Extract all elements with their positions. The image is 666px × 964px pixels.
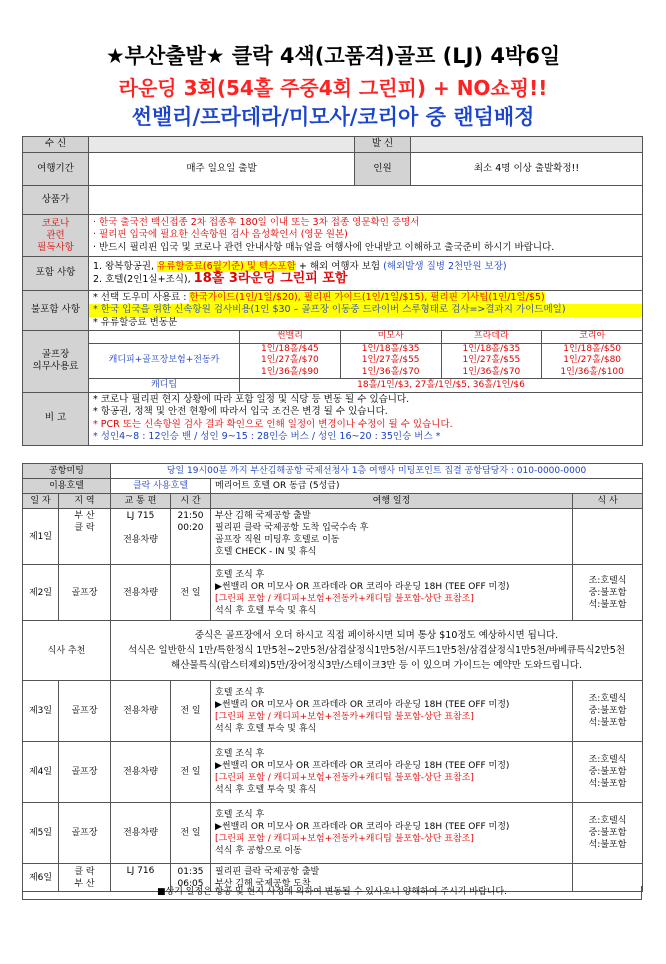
day-transport: 전용차량 — [111, 803, 171, 864]
course-name: 썬밸리 — [239, 331, 340, 343]
col-transport: 교 통 편 — [111, 494, 171, 509]
day-transport: LJ 716 — [111, 864, 171, 892]
day-meal: 조:호텔식 중:불포함 석:불포함 — [573, 803, 643, 864]
day-region: 부 산 클 락 — [59, 509, 111, 565]
course-name: 프라데라 — [441, 331, 542, 343]
include-line-2: 2. 호텔(2인1실+조식), 18홀 3라운딩 그린피 포함 — [93, 271, 348, 286]
recv-label: 수 신 — [23, 137, 89, 153]
corona-notes — [89, 215, 643, 257]
day-itinerary: 호텔 조식 후 ▶썬밸리 OR 미모사 OR 프라데라 OR 코리아 라운딩 18H (TEE OFF 미정) [그린피 포함 / 캐디피+보험+전동카+캐디팁 불포함-상단 표참조] 석식 후 공항으로 이동 — [211, 803, 573, 864]
day-time: 전 일 — [171, 681, 211, 742]
day-transport: 전용차량 — [111, 742, 171, 803]
remark-1: * 코로나 필리핀 현지 상황에 따라 포함 일정 및 식당 등 변동 될 수 있습니다. — [93, 393, 410, 405]
send-value — [411, 137, 643, 153]
col-time: 시 간 — [171, 494, 211, 509]
remarks — [89, 392, 643, 445]
title-subtitle: 라운딩 3회(54홀 주중4회 그린피) + NO쇼핑!! — [118, 76, 548, 100]
exclude-line-3: * 유류할증료 변동분 — [93, 316, 178, 328]
day-transport: LJ 715 전용차량 — [111, 509, 171, 565]
fee-column: 1인/18홀/$35 1인/27홀/$55 1인/36홀/$70 — [441, 344, 542, 379]
caddy-tip-value: 18홀/1인/$3, 27홀/1인/$5, 36홀/1인/$6 — [239, 379, 642, 392]
course-name: 미모사 — [340, 331, 441, 343]
send-label: 발 신 — [355, 137, 411, 153]
recv-value — [89, 137, 355, 153]
meeting-value: 당일 19시00분 까지 부산김해공항 국제선청사 1층 여행사 미팅포인트 집결 공항담당자 : 010-0000-0000 — [111, 464, 643, 479]
day-meal: 조:호텔식 중:불포함 석:불포함 — [573, 681, 643, 742]
day-time: 21:50 00:20 — [171, 509, 211, 565]
exclude-items — [89, 291, 643, 331]
day-time: 전 일 — [171, 803, 211, 864]
people-label: 인원 — [355, 153, 411, 186]
day-time: 01:35 06:05 — [171, 864, 211, 892]
exclude-label: 불포함 사항 — [23, 291, 89, 331]
corona-note-2: · 필리핀 입국에 필요한 신속항원 검사 음성확인서 (영문 원본) — [93, 229, 348, 241]
day-time: 전 일 — [171, 565, 211, 621]
day-label: 제6일 — [23, 864, 59, 892]
caddy-tip-label: 캐디팁 — [150, 380, 178, 390]
meal-recommend-row — [23, 621, 643, 681]
col-day: 일 자 — [23, 494, 59, 509]
col-region: 지 역 — [59, 494, 111, 509]
exclude-line-1: * 선택 도우미 사용료 : 한국가이드(1인/1일/$20), 필리핀 가이드(1인/1일/$15), 필리핀 기사팁(1인/1일/$5) — [93, 291, 545, 303]
mandatory-label: 골프장 의무사용료 — [23, 331, 89, 393]
fee-column: 1인/18홀/$45 1인/27홀/$70 1인/36홀/$90 — [239, 344, 340, 379]
include-line-1: 1. 왕복항공권, 유류할증료(6월기준) 및 텍스포함 + 해외 여행자 보험 (해외발생 질병 2천만원 보장) — [93, 260, 507, 272]
title-courses: 썬밸리/프라데라/미모사/코리아 중 랜덤배정 — [131, 105, 535, 129]
day-itinerary: 호텔 조식 후 ▶썬밸리 OR 미모사 OR 프라데라 OR 코리아 라운딩 18H (TEE OFF 미정) [그린피 포함 / 캐디피+보험+전동카+캐디팁 불포함-상단 표참조] 석식 후 호텔 투숙 및 휴식 — [211, 681, 573, 742]
mandatory-item: 캐디피+골프장보험+전동카 — [108, 355, 220, 365]
corona-note-3: · 반드시 필리핀 입국 및 코로나 관련 안내사항 매뉴얼을 여행사에 안내받고 이해하고 출국준비 하시기 바랍니다. — [93, 241, 555, 253]
day-itinerary: 호텔 조식 후 ▶썬밸리 OR 미모사 OR 프라데라 OR 코리아 라운딩 18H (TEE OFF 미정) [그린피 포함 / 캐디피+보험+전동카+캐디팁 불포함-상단 표참조] 석식 후 호텔 투숙 및 휴식 — [211, 742, 573, 803]
day-label: 제1일 — [23, 509, 59, 565]
day-label: 제4일 — [23, 742, 59, 803]
col-meal: 식 사 — [573, 494, 643, 509]
remark-2: * 항공권, 정책 및 안전 현황에 따라서 입국 조건은 변경 될 수 있습니다. — [93, 406, 388, 417]
day-meal: 조:호텔식 중:불포함 석:불포함 — [573, 742, 643, 803]
remark-label: 비 고 — [23, 392, 89, 445]
mandatory-fees — [89, 331, 643, 393]
course-name: 코리아 — [541, 331, 642, 343]
footer-note: ■상기 일정은 항공 및 현지 사정에 의하여 변동될 수 있사오니 양해하여 주시기 바랍니다. — [22, 886, 642, 900]
day-transport: 전용차량 — [111, 565, 171, 621]
day-row — [23, 681, 643, 742]
day-row — [23, 509, 643, 565]
day-region: 골프장 — [59, 565, 111, 621]
day-region: 골프장 — [59, 681, 111, 742]
people-value: 최소 4명 이상 출발확정!! — [411, 153, 643, 186]
corona-note-1: · 한국 출국전 백신접종 2차 접종후 180일 이내 또는 3차 접종 영문확인 증명서 — [93, 216, 420, 228]
day-region: 골프장 — [59, 742, 111, 803]
day-row — [23, 803, 643, 864]
product-value — [89, 186, 643, 215]
exclude-line-2: * 한국 입국을 위한 신속항원 검사비용(1인 $30 – 골프장 이동중 드라이버 스루형태로 검사=>결과지 가이드메일) — [89, 304, 642, 317]
meal-reco-label: 식사 추천 — [23, 621, 111, 681]
period-value: 매주 일요일 출발 — [89, 153, 355, 186]
info-table — [22, 136, 643, 446]
day-meal — [573, 509, 643, 565]
remark-4: * 성인4~8 : 12인승 밴 / 성인 9~15 : 28인승 버스 / 성인 16~20 : 35인승 버스 * — [93, 431, 441, 442]
include-label: 포함 사항 — [23, 257, 89, 291]
include-items — [89, 257, 643, 291]
day-region: 클 락 부 산 — [59, 864, 111, 892]
day-time: 전 일 — [171, 742, 211, 803]
hotel-label: 이용호텔 — [23, 479, 111, 494]
fee-column: 1인/18홀/$50 1인/27홀/$80 1인/36홀/$100 — [541, 344, 642, 379]
day-transport: 전용차량 — [111, 681, 171, 742]
day-label: 제2일 — [23, 565, 59, 621]
day-label: 제3일 — [23, 681, 59, 742]
title-main: ★부산출발★ 클락 4색(고품격)골프 (LJ) 4박6일 — [105, 44, 561, 68]
day-label: 제5일 — [23, 803, 59, 864]
corona-label: 코로나 관련 필독사항 — [23, 215, 89, 257]
day-itinerary: 부산 김해 국제공항 출발 필리핀 클락 국제공항 도착 입국수속 후 골프장 직원 미팅후 호텔로 이동 호텔 CHECK - IN 및 휴식 — [211, 509, 573, 565]
day-region: 골프장 — [59, 803, 111, 864]
period-label: 여행기간 — [23, 153, 89, 186]
day-itinerary: 호텔 조식 후 ▶썬밸리 OR 미모사 OR 프라데라 OR 코리아 라운딩 18H (TEE OFF 미정) [그린피 포함 / 캐디피+보험+전동카+캐디팁 불포함-상단 표참조] 석식 후 호텔 투숙 및 휴식 — [211, 565, 573, 621]
meeting-label: 공항미팅 — [23, 464, 111, 479]
day-row — [23, 742, 643, 803]
day-row — [23, 565, 643, 621]
day-itinerary: 필리핀 클락 국제공항 출발 부산 김해 국제공항 도착 — [211, 864, 573, 892]
meal-reco-text: 중식은 골프장에서 오더 하시고 직접 페이하시면 되며 통상 $10정도 예상하시면 됩니다. 석식은 일반한식 1만/특한정식 1만5천~2만5천/삼겹살정식1만5천/시푸드1만5천/삼겹살정식1만5천/바베큐특식2만5천 해산물특식(랍스터제외)5만/장어정식3만/스테이크3만 등 이 있으며 가이드는 예약만 도와드립니다. — [111, 621, 643, 681]
hotel-name: 클락 사용호텔 — [111, 479, 211, 494]
schedule-table — [22, 463, 643, 892]
day-meal: 조:호텔식 중:불포함 석:불포함 — [573, 565, 643, 621]
hotel-value: 메리어트 호텔 OR 동급 (5성급) — [211, 479, 643, 494]
remark-3: * PCR 또는 신속항원 검사 결과 확인으로 인해 일정이 변경이나 수정이 될 수 있습니다. — [93, 418, 453, 430]
col-itinerary: 여행 일정 — [211, 494, 573, 509]
fee-column: 1인/18홀/$35 1인/27홀/$55 1인/36홀/$70 — [340, 344, 441, 379]
product-label: 상품가 — [23, 186, 89, 215]
